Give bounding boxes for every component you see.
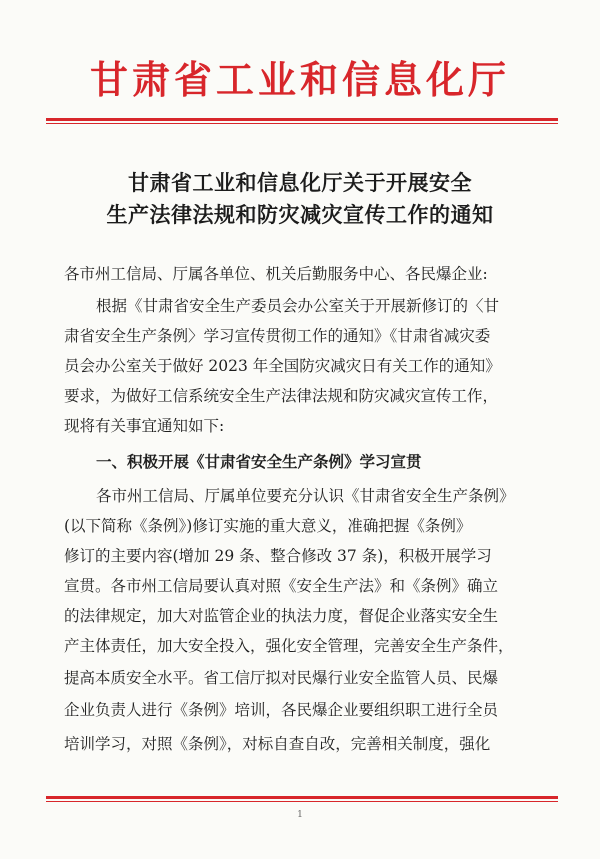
paragraph-1-line-2: 肃省安全生产条例〉学习宣传贯彻工作的通知》《甘肃省减灾委 [64,327,491,345]
footer-red-rule-thick [46,796,558,799]
document-title-line-2: 生产法律法规和防灾减灾宣传工作的通知 [106,202,494,227]
paragraph-1-line-1: 根据《甘肃省安全生产委员会办公室关于开展新修订的〈甘 [96,297,500,315]
letterhead-red-rule-thick [46,118,558,121]
section-1-heading: 一、积极开展《甘肃省安全生产条例》学习宣贯 [96,452,422,471]
page-number: 1 [297,810,303,820]
paragraph-2-line-2: (以下简称《条例》)修订实施的重大意义，准确把握《条例》 [64,517,472,535]
paragraph-2-line-3: 修订的主要内容(增加 29 条、整合修改 37 条)，积极开展学习 [64,547,492,565]
paragraph-2-line-9: 培训学习，对照《条例》，对标自查自改，完善相关制度，强化 [64,735,491,753]
paragraph-1-line-3: 员会办公室关于做好 2023 年全国防灾减灾日有关工作的通知》 [64,357,501,375]
paragraph-1-line-5: 现将有关事宜通知如下: [64,417,225,435]
paragraph-2-line-1: 各市州工信局、厅属单位要充分认识《甘肃省安全生产条例》 [96,487,515,505]
letterhead-title: 甘肃省工业和信息化厅 [89,57,510,102]
paragraph-1-line-4: 要求，为做好工信系统安全生产法律法规和防灾减灾宣传工作， [64,387,499,405]
salutation: 各市州工信局、厅属各单位、机关后勤服务中心、各民爆企业: [64,265,488,283]
paragraph-2-line-5: 的法律规定，加大对监管企业的执法力度，督促企业落实安全生 [64,607,499,625]
paragraph-2-line-7: 提高本质安全水平。省工信厅拟对民爆行业安全监管人员、民爆 [64,669,499,687]
document-title-line-1: 甘肃省工业和信息化厅关于开展安全 [128,170,472,195]
paragraph-2-line-4: 宣贯。各市州工信局要认真对照《安全生产法》和《条例》确立 [64,577,499,595]
letterhead-red-rule-thin [46,123,558,124]
footer-red-rule-thin [46,801,558,802]
paragraph-2-line-6: 产主体责任，加大安全投入，强化安全管理，完善安全生产条件， [64,637,514,655]
paragraph-2-line-8: 企业负责人进行《条例》培训，各民爆企业要组织职工进行全员 [64,701,499,719]
